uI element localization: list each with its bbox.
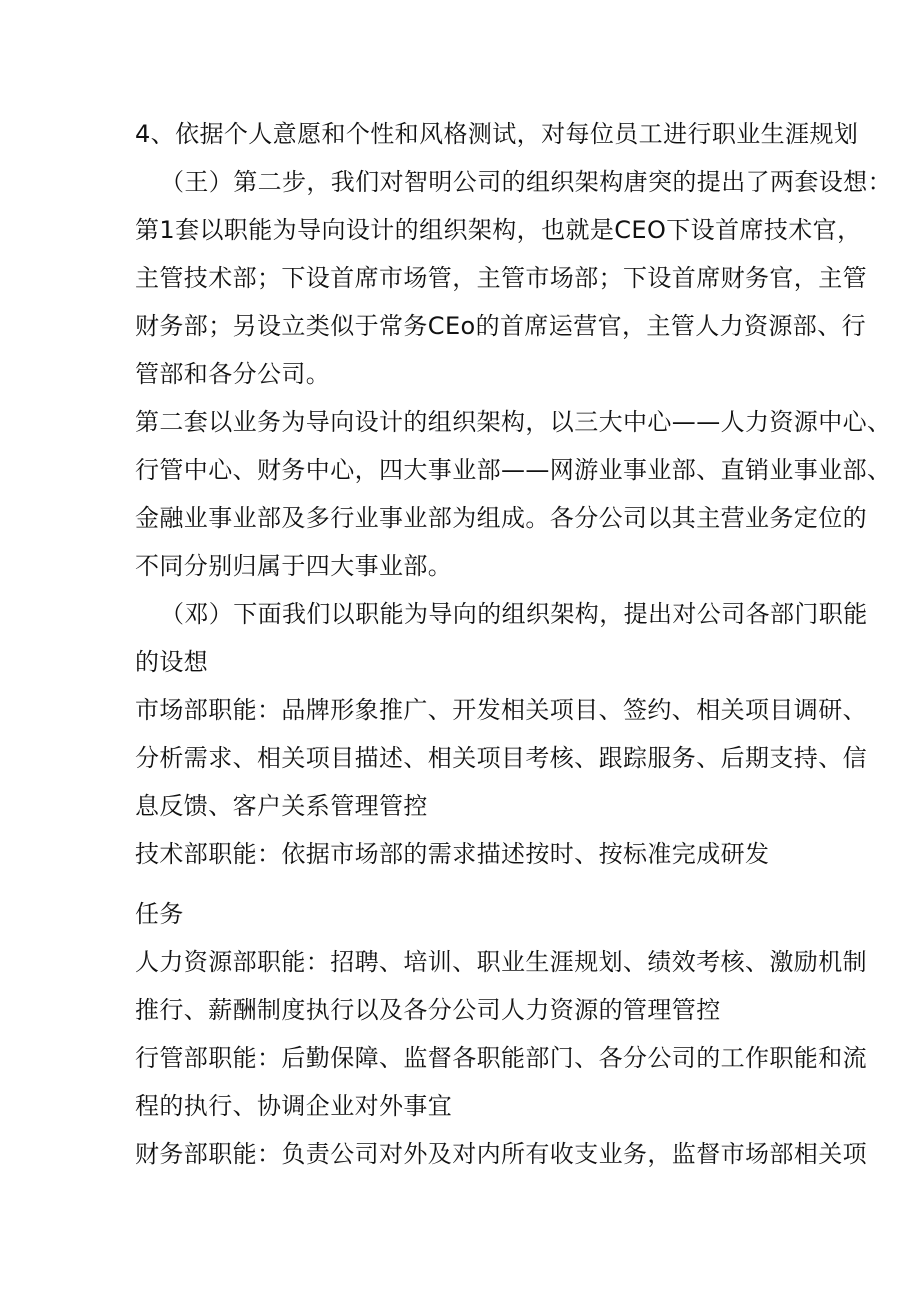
paragraph-line-16: 技术部职能：依据市场部的需求描述按时、按标准完成研发 xyxy=(135,840,770,868)
paragraph-line-11: （邓）下面我们以职能为导向的组织架构，提出对公司各部门职能 xyxy=(160,600,868,628)
paragraph-line-10: 不同分别归属于四大事业部。 xyxy=(135,552,453,580)
paragraph-line-15: 息反馈、客户关系管理管控 xyxy=(135,792,428,820)
paragraph-line-2: （王）第二步，我们对智明公司的组织架构唐突的提出了两套设想： xyxy=(160,168,892,196)
paragraph-line-22: 财务部职能：负责公司对外及对内所有收支业务，监督市场部相关项 xyxy=(135,1140,867,1168)
paragraph-line-21: 程的执行、协调企业对外事宜 xyxy=(135,1092,453,1120)
paragraph-line-7: 第二套以业务为导向设计的组织架构，以三大中心——人力资源中心、 xyxy=(135,408,892,436)
paragraph-line-18: 人力资源部职能：招聘、培训、职业生涯规划、绩效考核、激励机制 xyxy=(135,948,867,976)
paragraph-line-1: 4、依据个人意愿和个性和风格测试，对每位员工进行职业生涯规划 xyxy=(135,120,859,148)
paragraph-line-5: 财务部；另设立类似于常务CEo的首席运营官，主管人力资源部、行 xyxy=(135,312,867,340)
paragraph-line-3: 第1套以职能为导向设计的组织架构，也就是CEO下设首席技术官， xyxy=(135,216,862,244)
paragraph-line-19: 推行、薪酬制度执行以及各分公司人力资源的管理管控 xyxy=(135,996,721,1024)
paragraph-line-6: 管部和各分公司。 xyxy=(135,360,331,388)
paragraph-line-12: 的设想 xyxy=(135,648,209,676)
paragraph-line-20: 行管部职能：后勤保障、监督各职能部门、各分公司的工作职能和流 xyxy=(135,1044,867,1072)
paragraph-line-13: 市场部职能：品牌形象推广、开发相关项目、签约、相关项目调研、 xyxy=(135,696,867,724)
paragraph-line-9: 金融业事业部及多行业事业部为组成。各分公司以其主营业务定位的 xyxy=(135,504,867,532)
paragraph-line-4: 主管技术部；下设首席市场管，主管市场部；下设首席财务官，主管 xyxy=(135,264,867,292)
paragraph-line-8: 行管中心、财务中心，四大事业部——网游业事业部、直销业事业部、 xyxy=(135,456,892,484)
paragraph-line-14: 分析需求、相关项目描述、相关项目考核、跟踪服务、后期支持、信 xyxy=(135,744,867,772)
paragraph-line-17: 任务 xyxy=(135,900,184,928)
